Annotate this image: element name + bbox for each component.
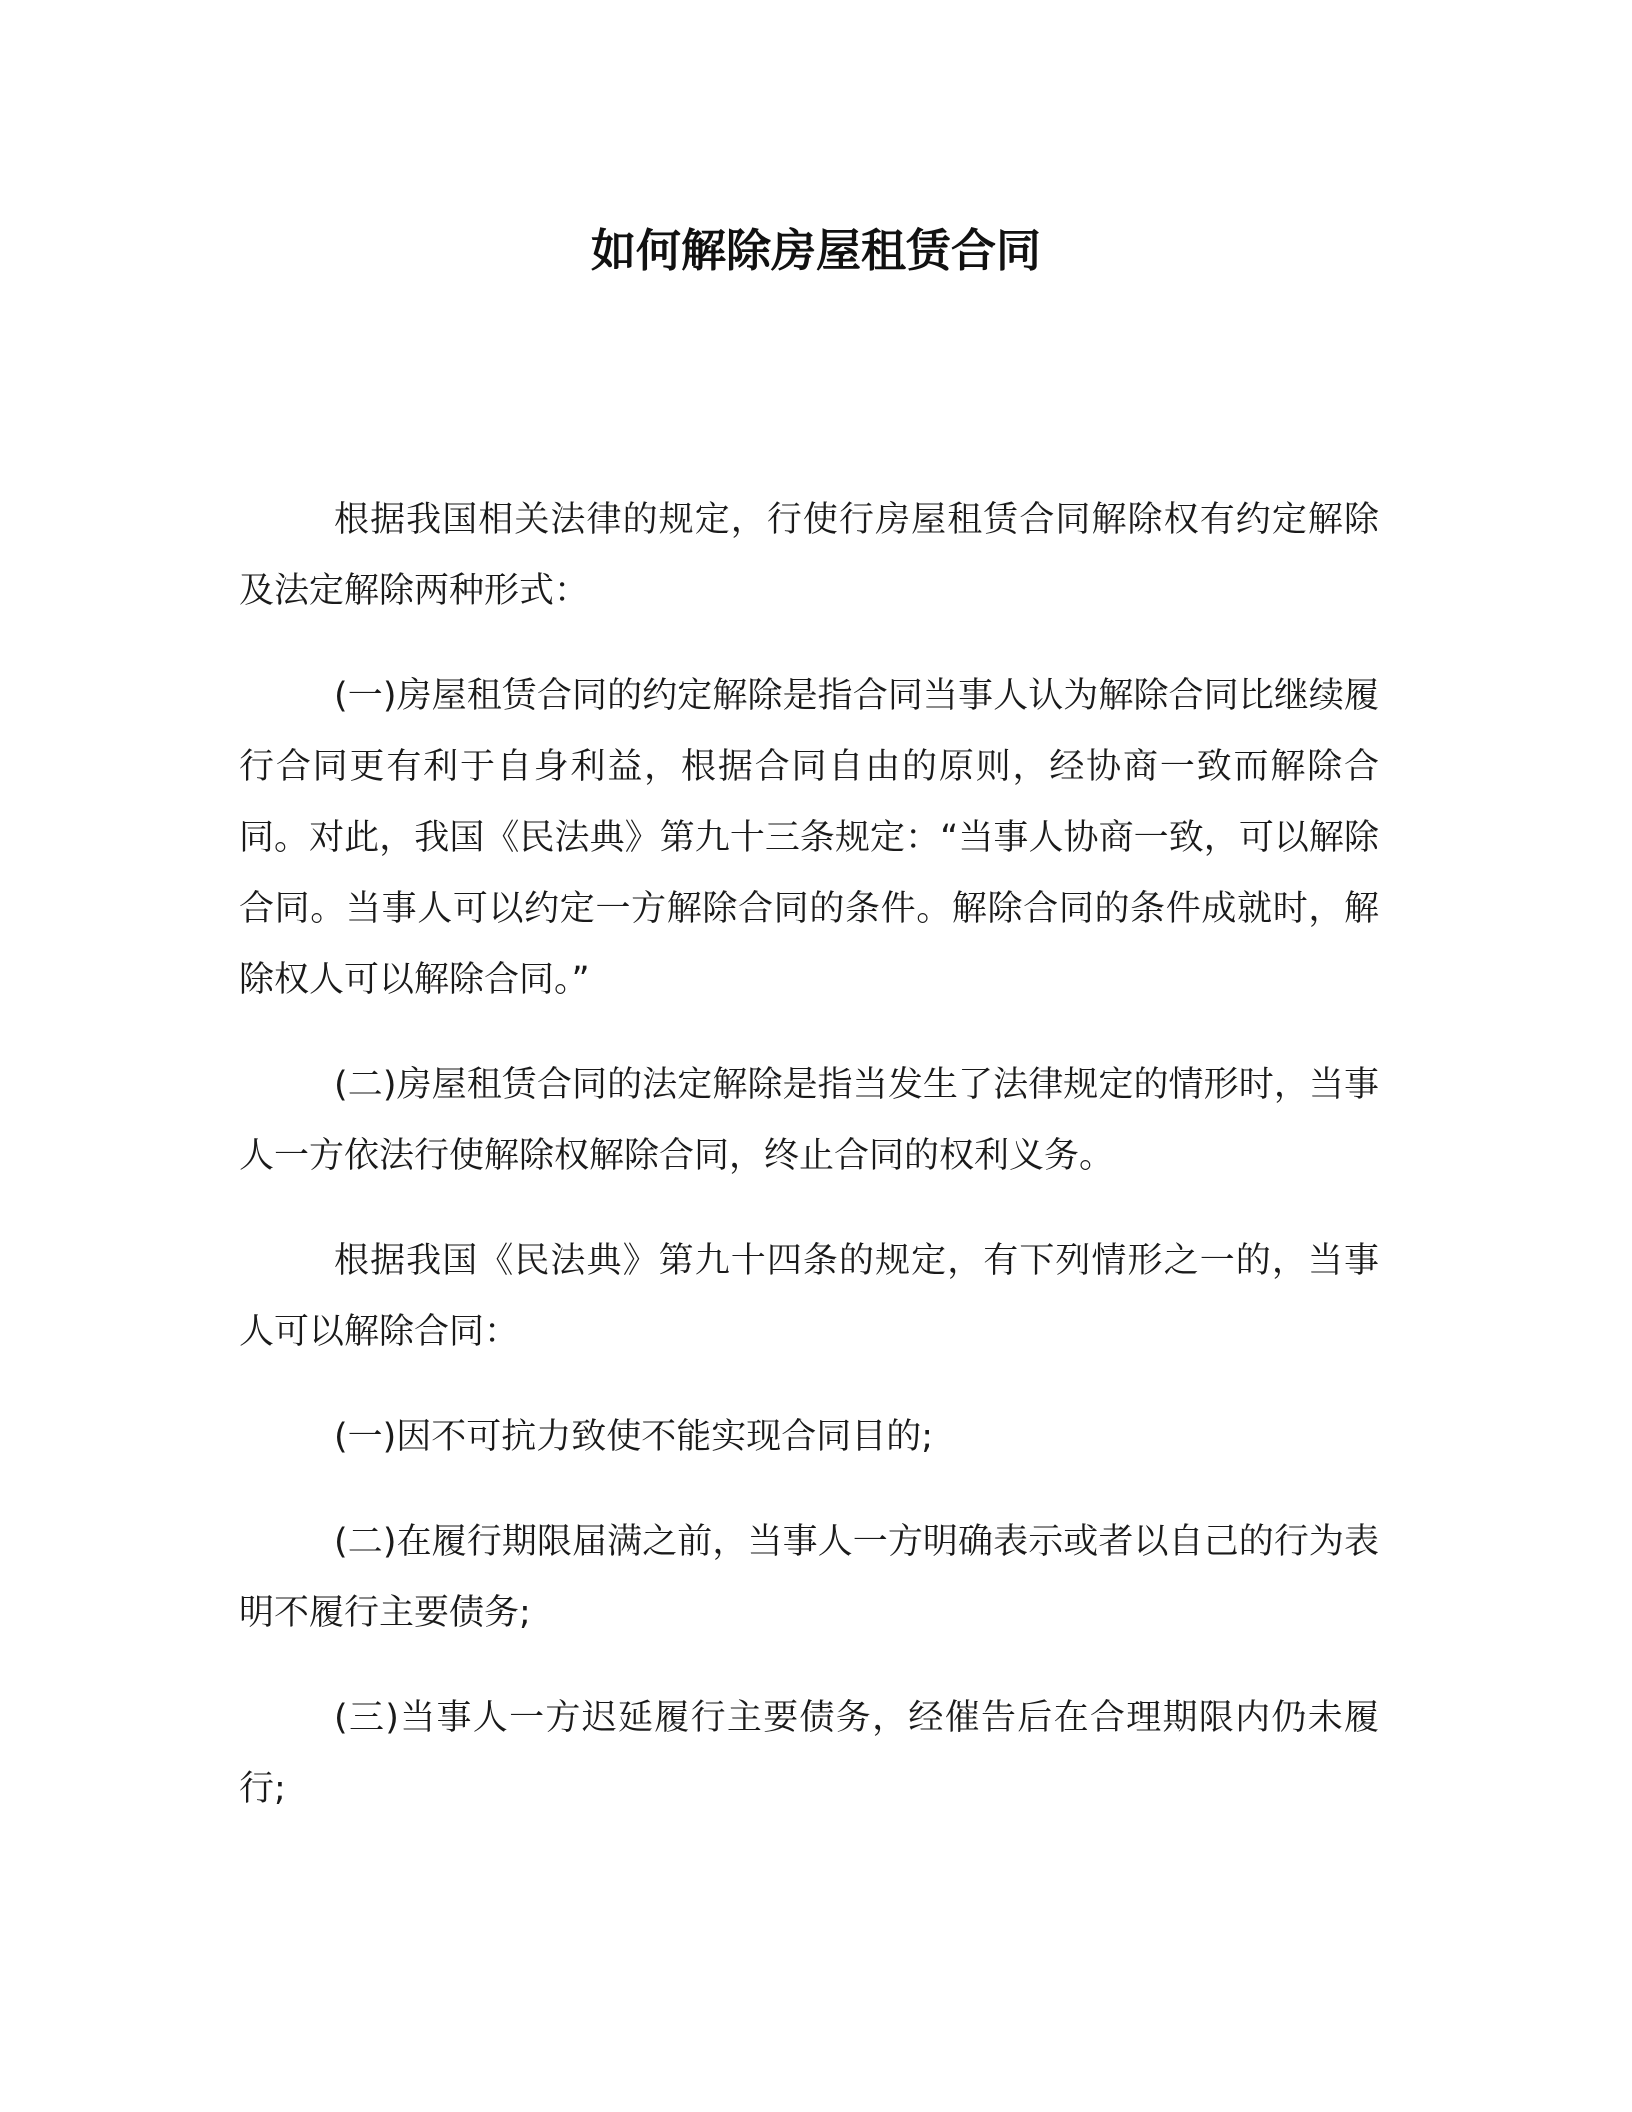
paragraph-article-94-intro: 根据我国《民法典》第九十四条的规定，有下列情形之一的，当事人可以解除合同： [239,1241,1379,1352]
paragraph-item-1: (一)因不可抗力致使不能实现合同目的; [334,1417,934,1457]
paragraph-statutory-termination: (二)房屋租赁合同的法定解除是指当发生了法律规定的情形时，当事人一方依法行使解除权解除合同，终止合同的权利义务。 [239,1065,1379,1176]
document-title: 如何解除房屋租赁合同 [590,224,1041,277]
document-body [239,485,1379,1825]
paragraph-agreed-termination: (一)房屋租赁合同的约定解除是指合同当事人认为解除合同比继续履行合同更有利于自身利益，根据合同自由的原则，经协商一致而解除合同。对此，我国《民法典》第九十三条规定：“当事人协商一致，可以解除合同。当事人可以约定一方解除合同的条件。解除合同的条件成就时，解除权人可以解除合同。” [239,676,1379,1000]
paragraph-item-2: (二)在履行期限届满之前，当事人一方明确表示或者以自己的行为表明不履行主要债务; [239,1522,1379,1633]
paragraph-intro: 根据我国相关法律的规定，行使行房屋租赁合同解除权有约定解除及法定解除两种形式： [239,500,1379,611]
paragraph-item-3: (三)当事人一方迟延履行主要债务，经催告后在合理期限内仍未履行; [239,1698,1379,1809]
